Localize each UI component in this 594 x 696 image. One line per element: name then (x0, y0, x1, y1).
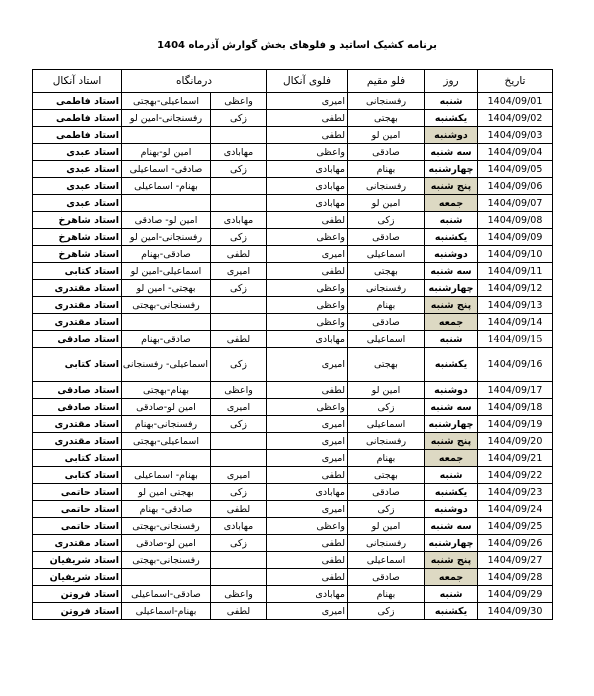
attending-cell: استاد صادقی (33, 331, 122, 348)
clinic-pair-cell: بهنام-اسماعیلی (122, 603, 211, 620)
oncall-fellow-cell: واعظی (267, 518, 348, 535)
clinic-pair-cell: بهجتی امین لو (122, 484, 211, 501)
resident-fellow-cell: زکی (348, 399, 425, 416)
clinic-pair-cell: امین لو-صادقی (122, 399, 211, 416)
resident-fellow-cell: زکی (348, 501, 425, 518)
table-row (33, 569, 553, 586)
oncall-fellow-cell: واعظی (267, 297, 348, 314)
date-cell: 1404/09/09 (478, 229, 553, 246)
date-cell: 1404/09/22 (478, 467, 553, 484)
clinic-cell: امیری (211, 467, 267, 484)
attending-cell: استاد فاطمی (33, 93, 122, 110)
clinic-pair-cell: اسماعیلی-امین لو (122, 263, 211, 280)
day-cell: چهارشنبه (425, 161, 478, 178)
date-cell: 1404/09/15 (478, 331, 553, 348)
date-cell: 1404/09/23 (478, 484, 553, 501)
table-row (33, 297, 553, 314)
clinic-pair-cell: صادقی- اسماعیلی (122, 161, 211, 178)
clinic-cell (211, 433, 267, 450)
clinic-cell: مهابادی (211, 518, 267, 535)
clinic-pair-cell: صادقی-اسماعیلی (122, 586, 211, 603)
date-cell: 1404/09/08 (478, 212, 553, 229)
resident-fellow-cell: رفسنجانی (348, 93, 425, 110)
clinic-cell: زکی (211, 110, 267, 127)
resident-fellow-cell: بهجتی (348, 110, 425, 127)
date-cell: 1404/09/28 (478, 569, 553, 586)
resident-fellow-cell: بهنام (348, 161, 425, 178)
oncall-fellow-cell: لطفی (267, 535, 348, 552)
clinic-pair-cell: اسماعیلی- رفسنجانی (122, 348, 211, 382)
date-cell: 1404/09/27 (478, 552, 553, 569)
oncall-fellow-cell: لطفی (267, 552, 348, 569)
table-row (33, 195, 553, 212)
resident-fellow-cell: بهجتی (348, 348, 425, 382)
table-row (33, 127, 553, 144)
clinic-cell: مهابادی (211, 144, 267, 161)
day-cell: پنج شنبه (425, 178, 478, 195)
oncall-fellow-cell: لطفی (267, 467, 348, 484)
day-cell: چهارشنبه (425, 535, 478, 552)
clinic-pair-cell: اسماعیلی-بهجتی (122, 93, 211, 110)
day-cell: جمعه (425, 314, 478, 331)
attending-cell: استاد کتابی (33, 450, 122, 467)
day-cell: یکشنبه (425, 603, 478, 620)
oncall-fellow-cell: مهابادی (267, 484, 348, 501)
oncall-fellow-cell: مهابادی (267, 195, 348, 212)
clinic-pair-cell: امین لو- صادقی (122, 212, 211, 229)
day-cell: یکشنبه (425, 348, 478, 382)
oncall-fellow-cell: امیری (267, 246, 348, 263)
attending-cell: استاد فاطمی (33, 110, 122, 127)
document-title: برنامه کشیک اساتید و فلوهای بخش گوارش آذرماه 1404 (157, 40, 437, 51)
resident-fellow-cell: رفسنجانی (348, 178, 425, 195)
clinic-cell (211, 195, 267, 212)
clinic-pair-cell: صادقی- بهنام (122, 501, 211, 518)
table-row (33, 229, 553, 246)
date-cell: 1404/09/11 (478, 263, 553, 280)
clinic-cell: لطفی (211, 331, 267, 348)
date-cell: 1404/09/17 (478, 382, 553, 399)
table-row (33, 535, 553, 552)
table-row (33, 416, 553, 433)
clinic-cell: مهابادی (211, 212, 267, 229)
attending-cell: استاد فاطمی (33, 127, 122, 144)
attending-cell: استاد شاهرخ (33, 212, 122, 229)
clinic-cell (211, 297, 267, 314)
oncall-fellow-cell: لطفی (267, 263, 348, 280)
table-row (33, 484, 553, 501)
attending-cell: استاد شاهرخ (33, 229, 122, 246)
header-attending: استاد آنکال (33, 70, 122, 93)
attending-cell: استاد صادقی (33, 399, 122, 416)
resident-fellow-cell: بهجتی (348, 263, 425, 280)
oncall-fellow-cell: واعظی (267, 399, 348, 416)
table-row (33, 518, 553, 535)
resident-fellow-cell: صادقی (348, 229, 425, 246)
oncall-fellow-cell: لطفی (267, 127, 348, 144)
date-cell: 1404/09/10 (478, 246, 553, 263)
date-cell: 1404/09/05 (478, 161, 553, 178)
day-cell: سه شنبه (425, 518, 478, 535)
resident-fellow-cell: امین لو (348, 195, 425, 212)
date-cell: 1404/09/26 (478, 535, 553, 552)
clinic-pair-cell: رفسنجانی-بهجتی (122, 297, 211, 314)
header-oncall-fellow: فلوی آنکال (267, 70, 348, 93)
date-cell: 1404/09/04 (478, 144, 553, 161)
attending-cell: استاد شاهرخ (33, 246, 122, 263)
resident-fellow-cell: بهجتی (348, 467, 425, 484)
resident-fellow-cell: اسماعیلی (348, 552, 425, 569)
clinic-pair-cell: رفسنجانی-امین لو (122, 110, 211, 127)
clinic-cell: لطفی (211, 246, 267, 263)
attending-cell: استاد حاتمی (33, 484, 122, 501)
schedule-body (33, 93, 553, 620)
date-cell: 1404/09/06 (478, 178, 553, 195)
oncall-fellow-cell: امیری (267, 93, 348, 110)
day-cell: شنبه (425, 331, 478, 348)
table-row (33, 246, 553, 263)
header-resident-fellow: فلو مقیم (348, 70, 425, 93)
clinic-cell: امیری (211, 263, 267, 280)
day-cell: چهارشنبه (425, 280, 478, 297)
clinic-cell: امیری (211, 399, 267, 416)
attending-cell: استاد عبدی (33, 144, 122, 161)
day-cell: یکشنبه (425, 229, 478, 246)
attending-cell: استاد فروتن (33, 586, 122, 603)
attending-cell: استاد کتابی (33, 263, 122, 280)
day-cell: جمعه (425, 450, 478, 467)
day-cell: شنبه (425, 467, 478, 484)
day-cell: شنبه (425, 212, 478, 229)
clinic-cell: زکی (211, 280, 267, 297)
resident-fellow-cell: بهنام (348, 297, 425, 314)
date-cell: 1404/09/07 (478, 195, 553, 212)
date-cell: 1404/09/18 (478, 399, 553, 416)
day-cell: یکشنبه (425, 484, 478, 501)
oncall-fellow-cell: لطفی (267, 110, 348, 127)
attending-cell: استاد مقتدری (33, 535, 122, 552)
day-cell: پنج شنبه (425, 297, 478, 314)
header-clinic: درمانگاه (122, 70, 267, 93)
clinic-cell: زکی (211, 161, 267, 178)
day-cell: شنبه (425, 93, 478, 110)
date-cell: 1404/09/03 (478, 127, 553, 144)
clinic-pair-cell: بهجتی- امین لو (122, 280, 211, 297)
resident-fellow-cell: اسماعیلی (348, 416, 425, 433)
resident-fellow-cell: امین لو (348, 127, 425, 144)
oncall-fellow-cell: واعظی (267, 144, 348, 161)
attending-cell: استاد مقتدری (33, 280, 122, 297)
clinic-cell: واعظی (211, 586, 267, 603)
table-row (33, 450, 553, 467)
table-row (33, 348, 553, 382)
date-cell: 1404/09/25 (478, 518, 553, 535)
clinic-cell: لطفی (211, 603, 267, 620)
table-row (33, 314, 553, 331)
clinic-pair-cell: صادقی-بهنام (122, 331, 211, 348)
oncall-fellow-cell: لطفی (267, 212, 348, 229)
clinic-pair-cell: امین لو-بهنام (122, 144, 211, 161)
oncall-fellow-cell: لطفی (267, 382, 348, 399)
oncall-fellow-cell: مهابادی (267, 161, 348, 178)
day-cell: دوشنبه (425, 382, 478, 399)
schedule-table (32, 69, 553, 620)
clinic-pair-cell: رفسنجانی-بهنام (122, 416, 211, 433)
resident-fellow-cell: امین لو (348, 518, 425, 535)
day-cell: شنبه (425, 586, 478, 603)
clinic-cell: زکی (211, 229, 267, 246)
resident-fellow-cell: اسماعیلی (348, 331, 425, 348)
attending-cell: استاد عبدی (33, 195, 122, 212)
oncall-fellow-cell: مهابادی (267, 331, 348, 348)
clinic-cell (211, 552, 267, 569)
clinic-cell: زکی (211, 535, 267, 552)
day-cell: جمعه (425, 195, 478, 212)
attending-cell: استاد حاتمی (33, 501, 122, 518)
resident-fellow-cell: امین لو (348, 382, 425, 399)
oncall-fellow-cell: واعظی (267, 229, 348, 246)
clinic-pair-cell (122, 127, 211, 144)
date-cell: 1404/09/12 (478, 280, 553, 297)
clinic-pair-cell: اسماعیلی-بهجتی (122, 433, 211, 450)
clinic-pair-cell: رفسنجانی-بهجتی (122, 518, 211, 535)
clinic-pair-cell: امین لو-صادقی (122, 535, 211, 552)
oncall-fellow-cell: واعظی (267, 314, 348, 331)
clinic-cell: زکی (211, 348, 267, 382)
table-row (33, 586, 553, 603)
attending-cell: استاد عبدی (33, 161, 122, 178)
table-row (33, 382, 553, 399)
day-cell: پنج شنبه (425, 433, 478, 450)
header-date: تاریخ (478, 70, 553, 93)
oncall-fellow-cell: امیری (267, 501, 348, 518)
clinic-cell: لطفی (211, 501, 267, 518)
resident-fellow-cell: اسماعیلی (348, 246, 425, 263)
header-row (33, 70, 553, 93)
day-cell: دوشنبه (425, 246, 478, 263)
resident-fellow-cell: بهنام (348, 450, 425, 467)
date-cell: 1404/09/29 (478, 586, 553, 603)
clinic-cell (211, 450, 267, 467)
day-cell: یکشنبه (425, 110, 478, 127)
attending-cell: استاد کتابی (33, 348, 122, 382)
attending-cell: استاد کتابی (33, 467, 122, 484)
day-cell: پنج شنبه (425, 552, 478, 569)
oncall-fellow-cell: مهابادی (267, 586, 348, 603)
oncall-fellow-cell: مهابادی (267, 178, 348, 195)
date-cell: 1404/09/24 (478, 501, 553, 518)
oncall-fellow-cell: واعظی (267, 280, 348, 297)
resident-fellow-cell: صادقی (348, 314, 425, 331)
oncall-fellow-cell: امیری (267, 348, 348, 382)
clinic-pair-cell: بهنام-بهجتی (122, 382, 211, 399)
resident-fellow-cell: بهنام (348, 586, 425, 603)
resident-fellow-cell: رفسنجانی (348, 535, 425, 552)
day-cell: دوشنبه (425, 127, 478, 144)
clinic-pair-cell (122, 569, 211, 586)
clinic-cell: زکی (211, 416, 267, 433)
clinic-cell (211, 127, 267, 144)
day-cell: جمعه (425, 569, 478, 586)
oncall-fellow-cell: امیری (267, 416, 348, 433)
clinic-pair-cell (122, 195, 211, 212)
table-row (33, 93, 553, 110)
table-row (33, 144, 553, 161)
attending-cell: استاد فروتن (33, 603, 122, 620)
date-cell: 1404/09/02 (478, 110, 553, 127)
table-row (33, 467, 553, 484)
clinic-pair-cell (122, 314, 211, 331)
date-cell: 1404/09/20 (478, 433, 553, 450)
oncall-fellow-cell: امیری (267, 450, 348, 467)
clinic-pair-cell: صادقی-بهنام (122, 246, 211, 263)
resident-fellow-cell: زکی (348, 212, 425, 229)
clinic-cell: واعظی (211, 382, 267, 399)
date-cell: 1404/09/21 (478, 450, 553, 467)
table-row (33, 178, 553, 195)
attending-cell: استاد مقتدری (33, 416, 122, 433)
day-cell: چهارشنبه (425, 416, 478, 433)
table-row (33, 433, 553, 450)
day-cell: سه شنبه (425, 144, 478, 161)
table-row (33, 161, 553, 178)
attending-cell: استاد شریفیان (33, 552, 122, 569)
resident-fellow-cell: صادقی (348, 144, 425, 161)
attending-cell: استاد مقتدری (33, 314, 122, 331)
clinic-pair-cell: بهنام- اسماعیلی (122, 178, 211, 195)
oncall-fellow-cell: امیری (267, 603, 348, 620)
date-cell: 1404/09/19 (478, 416, 553, 433)
day-cell: دوشنبه (425, 501, 478, 518)
oncall-fellow-cell: امیری (267, 433, 348, 450)
clinic-pair-cell: بهنام- اسماعیلی (122, 467, 211, 484)
date-cell: 1404/09/30 (478, 603, 553, 620)
attending-cell: استاد مقتدری (33, 433, 122, 450)
table-row (33, 399, 553, 416)
table-row (33, 280, 553, 297)
clinic-cell (211, 178, 267, 195)
date-cell: 1404/09/13 (478, 297, 553, 314)
clinic-cell: واعظی (211, 93, 267, 110)
table-row (33, 552, 553, 569)
date-cell: 1404/09/16 (478, 348, 553, 382)
table-row (33, 331, 553, 348)
table-row (33, 263, 553, 280)
resident-fellow-cell: زکی (348, 603, 425, 620)
attending-cell: استاد مقتدری (33, 297, 122, 314)
clinic-pair-cell: رفسنجانی-امین لو (122, 229, 211, 246)
table-row (33, 212, 553, 229)
resident-fellow-cell: صادقی (348, 569, 425, 586)
resident-fellow-cell: رفسنجانی (348, 433, 425, 450)
table-row (33, 110, 553, 127)
date-cell: 1404/09/01 (478, 93, 553, 110)
attending-cell: استاد شریفیان (33, 569, 122, 586)
header-day: روز (425, 70, 478, 93)
attending-cell: استاد حاتمی (33, 518, 122, 535)
clinic-cell (211, 569, 267, 586)
oncall-fellow-cell: لطفی (267, 569, 348, 586)
date-cell: 1404/09/14 (478, 314, 553, 331)
resident-fellow-cell: رفسنجانی (348, 280, 425, 297)
table-row (33, 501, 553, 518)
resident-fellow-cell: صادقی (348, 484, 425, 501)
clinic-pair-cell (122, 450, 211, 467)
day-cell: سه شنبه (425, 263, 478, 280)
clinic-cell: زکی (211, 484, 267, 501)
clinic-cell (211, 314, 267, 331)
table-row (33, 603, 553, 620)
attending-cell: استاد صادقی (33, 382, 122, 399)
clinic-pair-cell: رفسنجانی-بهجتی (122, 552, 211, 569)
day-cell: سه شنبه (425, 399, 478, 416)
attending-cell: استاد عبدی (33, 178, 122, 195)
